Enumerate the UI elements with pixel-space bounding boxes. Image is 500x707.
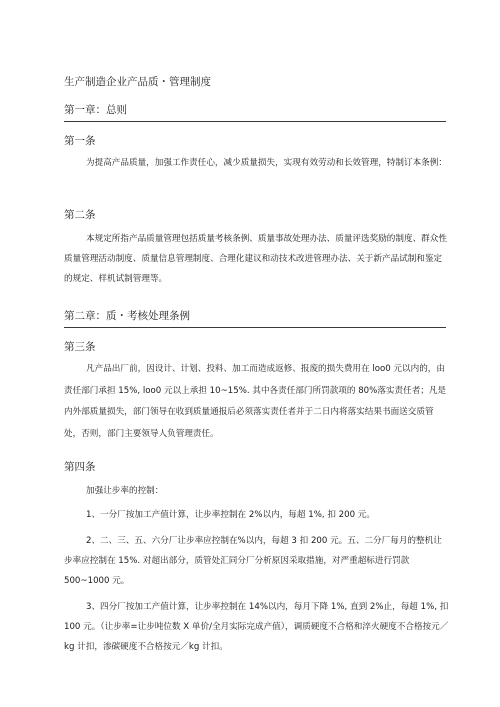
article-item-4-1: 1、一分厂按加工产值计算，让步率控制在 2%以内，每超 1%, 扣 200 元。 xyxy=(86,510,375,520)
chapter-heading-2: 第二章：质・考核处理条例 xyxy=(64,308,446,328)
article-heading-1: 第一条 xyxy=(64,135,96,147)
article-text-1: 为提高产品质量，加强工作责任心，减少质量损失，实现有效劳动和长效管理，特制订本条例： xyxy=(86,158,447,168)
chapter-heading-1: 第一章：总则 xyxy=(64,102,446,122)
document-title: 生产制造企业产品质・管理制度 xyxy=(64,76,211,88)
article-heading-3: 第三条 xyxy=(64,341,96,353)
article-heading-4: 第四条 xyxy=(64,461,96,473)
article-heading-2: 第二条 xyxy=(64,209,96,221)
article-text-2: 本规定所指产品质量管理包括质量考核条例、质量事故处理办法、质量评选奖励的制度、群众性质量管理活动制度、质量信息管理制度、合理化建议和动技术改进管理办法、关于新产品试制和鉴定的规定、样机试制管理等。 xyxy=(64,234,447,284)
article-intro-4: 加强让步率的控制： xyxy=(86,486,164,496)
article-item-4-3: 3、四分厂按加工产值计算，让步率控制在 14%以内，每月下降 1%, 直到 2%止，每超 1%, 扣 100 元。（让步率=让步吨位数 X 单价/全月实际完成产值），调质硬度不合格和淬火硬度不合格按元／kg 计扣，渗碳硬度不合格按元／kg 计扣。 xyxy=(64,602,449,652)
article-item-4-2: 2、二、三、五、六分厂让步率应控制在%以内，每超 3 扣 200 元。五、二分厂每月的整机让步率应控制在 15%. 对超出部分，质管处汇同分厂分析原因采取措施，对严重超标进行罚款 500~1000 元。 xyxy=(64,536,442,586)
article-text-3: 凡产品出厂前，因设计、计划、投料、加工而造成返修、报废的损失费用在 loo0 元以内的，由责任部门承担 15%, loo0 元以上承担 10~15%. 其中各责任部门所罚款项的 80%落实责任者；凡是内外部质量损失，部门领导在收到质量通报后必须落实责任者并于二日内将落实结果书面送交质管处，否则，部门主要领导人负管理责任。 xyxy=(64,364,447,439)
